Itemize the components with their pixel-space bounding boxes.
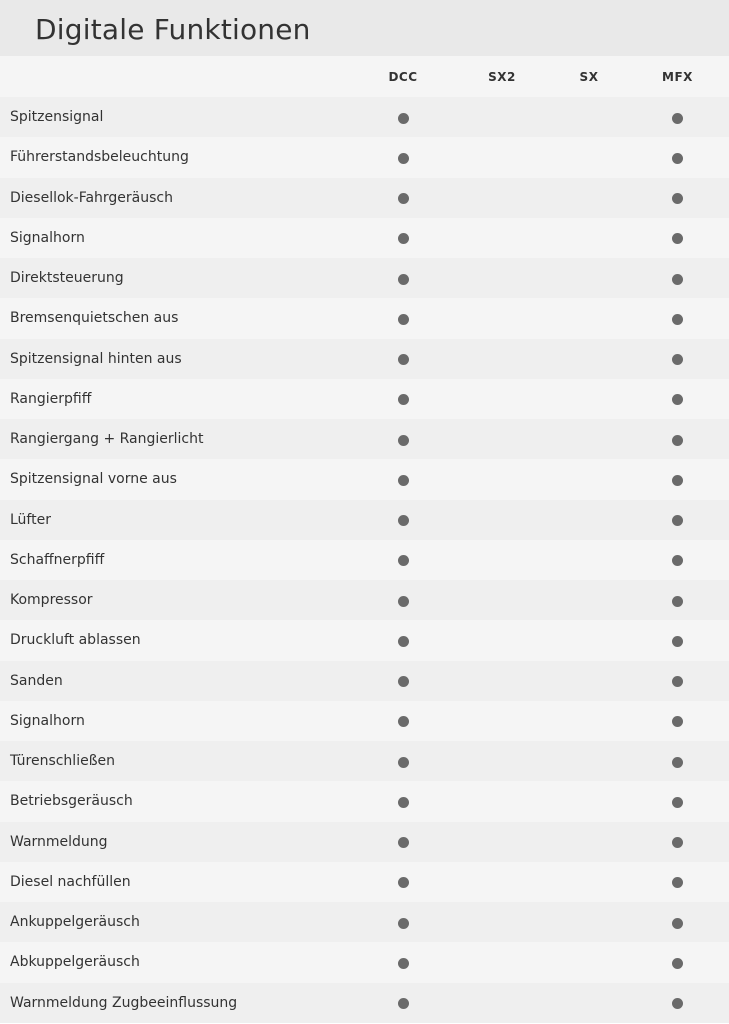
cell-sx2 [452, 862, 552, 902]
table-row [0, 419, 729, 459]
cell-sx2 [452, 942, 552, 982]
cell-sx [552, 781, 626, 821]
filled-circle-icon [398, 998, 409, 1009]
cell-sx [552, 540, 626, 580]
cell-mfx [626, 580, 729, 620]
filled-circle-icon [672, 596, 683, 607]
cell-sx2 [452, 620, 552, 660]
cell-dcc [354, 379, 452, 419]
filled-circle-icon [672, 555, 683, 566]
function-name: Spitzensignal [10, 109, 104, 126]
filled-circle-icon [672, 233, 683, 244]
cell-sx [552, 178, 626, 218]
cell-dcc [354, 781, 452, 821]
filled-circle-icon [398, 153, 409, 164]
cell-mfx [626, 137, 729, 177]
table-row [0, 983, 729, 1023]
filled-circle-icon [398, 515, 409, 526]
table-row [0, 258, 729, 298]
header-mfx: MFX [662, 69, 693, 84]
cell-sx [552, 620, 626, 660]
cell-sx [552, 339, 626, 379]
cell-dcc [354, 862, 452, 902]
function-name: Druckluft ablassen [10, 632, 141, 649]
function-name: Signalhorn [10, 229, 85, 246]
filled-circle-icon [672, 153, 683, 164]
filled-circle-icon [672, 837, 683, 848]
function-name: Abkuppelgeräusch [10, 954, 140, 971]
cell-sx [552, 379, 626, 419]
filled-circle-icon [672, 113, 683, 124]
filled-circle-icon [398, 596, 409, 607]
cell-dcc [354, 540, 452, 580]
function-name: Rangiergang + Rangierlicht [10, 431, 204, 448]
cell-mfx [626, 540, 729, 580]
header-function-name [0, 56, 354, 97]
function-name: Diesellok-Fahrgeräusch [10, 189, 173, 206]
cell-dcc [354, 942, 452, 982]
filled-circle-icon [398, 555, 409, 566]
cell-dcc [354, 500, 452, 540]
cell-sx2 [452, 97, 552, 137]
cell-dcc [354, 339, 452, 379]
cell-sx2 [452, 298, 552, 338]
cell-mfx [626, 500, 729, 540]
cell-dcc [354, 218, 452, 258]
digital-functions-table [0, 56, 729, 1023]
header-sx2: SX2 [488, 69, 516, 84]
cell-dcc [354, 137, 452, 177]
function-name: Spitzensignal hinten aus [10, 350, 182, 367]
cell-mfx [626, 97, 729, 137]
function-name: Türenschließen [10, 753, 115, 770]
table-row [0, 620, 729, 660]
filled-circle-icon [672, 998, 683, 1009]
cell-sx2 [452, 339, 552, 379]
cell-sx [552, 419, 626, 459]
filled-circle-icon [672, 193, 683, 204]
cell-sx2 [452, 661, 552, 701]
function-name: Warnmeldung [10, 833, 108, 850]
cell-mfx [626, 178, 729, 218]
filled-circle-icon [398, 274, 409, 285]
cell-mfx [626, 339, 729, 379]
filled-circle-icon [672, 314, 683, 325]
cell-dcc [354, 741, 452, 781]
filled-circle-icon [398, 918, 409, 929]
function-name: Signalhorn [10, 712, 85, 729]
cell-sx2 [452, 822, 552, 862]
filled-circle-icon [398, 837, 409, 848]
cell-sx [552, 298, 626, 338]
function-name: Führerstandsbeleuchtung [10, 149, 189, 166]
cell-sx2 [452, 379, 552, 419]
filled-circle-icon [672, 716, 683, 727]
cell-mfx [626, 942, 729, 982]
filled-circle-icon [398, 113, 409, 124]
cell-sx [552, 137, 626, 177]
table-row [0, 741, 729, 781]
filled-circle-icon [398, 757, 409, 768]
cell-dcc [354, 419, 452, 459]
filled-circle-icon [398, 314, 409, 325]
filled-circle-icon [672, 394, 683, 405]
table-row [0, 822, 729, 862]
filled-circle-icon [672, 274, 683, 285]
cell-sx2 [452, 218, 552, 258]
filled-circle-icon [398, 958, 409, 969]
filled-circle-icon [672, 354, 683, 365]
cell-sx [552, 741, 626, 781]
cell-sx2 [452, 781, 552, 821]
cell-dcc [354, 459, 452, 499]
table-row [0, 97, 729, 137]
cell-sx [552, 822, 626, 862]
function-name: Diesel nachfüllen [10, 873, 131, 890]
cell-sx2 [452, 983, 552, 1023]
cell-mfx [626, 701, 729, 741]
filled-circle-icon [672, 676, 683, 687]
table-row [0, 500, 729, 540]
cell-sx2 [452, 540, 552, 580]
function-name: Ankuppelgeräusch [10, 914, 140, 931]
cell-sx2 [452, 580, 552, 620]
filled-circle-icon [398, 797, 409, 808]
cell-dcc [354, 97, 452, 137]
cell-sx [552, 661, 626, 701]
table-header [0, 56, 729, 97]
table-row [0, 942, 729, 982]
function-name: Spitzensignal vorne aus [10, 471, 177, 488]
cell-sx [552, 942, 626, 982]
cell-mfx [626, 459, 729, 499]
cell-mfx [626, 862, 729, 902]
function-name: Schaffnerpfiff [10, 551, 105, 568]
cell-mfx [626, 258, 729, 298]
table-row [0, 902, 729, 942]
filled-circle-icon [398, 233, 409, 244]
cell-sx [552, 218, 626, 258]
filled-circle-icon [672, 797, 683, 808]
table-row [0, 701, 729, 741]
cell-mfx [626, 218, 729, 258]
function-name: Betriebsgeräusch [10, 793, 133, 810]
table-body [0, 97, 729, 1023]
function-name: Warnmeldung Zugbeeinflussung [10, 994, 238, 1011]
cell-sx2 [452, 902, 552, 942]
table-row [0, 862, 729, 902]
cell-dcc [354, 580, 452, 620]
cell-sx [552, 459, 626, 499]
cell-sx2 [452, 258, 552, 298]
filled-circle-icon [672, 435, 683, 446]
cell-dcc [354, 298, 452, 338]
filled-circle-icon [398, 354, 409, 365]
cell-mfx [626, 419, 729, 459]
table-row [0, 379, 729, 419]
table-row [0, 781, 729, 821]
cell-mfx [626, 741, 729, 781]
cell-sx [552, 258, 626, 298]
filled-circle-icon [398, 636, 409, 647]
table-row [0, 339, 729, 379]
section-header [0, 0, 729, 56]
filled-circle-icon [398, 676, 409, 687]
cell-sx [552, 580, 626, 620]
cell-sx [552, 983, 626, 1023]
cell-sx2 [452, 500, 552, 540]
cell-dcc [354, 902, 452, 942]
cell-sx2 [452, 178, 552, 218]
cell-dcc [354, 178, 452, 218]
cell-dcc [354, 661, 452, 701]
cell-sx2 [452, 137, 552, 177]
filled-circle-icon [398, 877, 409, 888]
section-title: Digitale Funktionen [35, 13, 311, 46]
function-name: Lüfter [10, 511, 51, 528]
filled-circle-icon [398, 435, 409, 446]
cell-mfx [626, 902, 729, 942]
function-name: Kompressor [10, 592, 93, 609]
cell-sx2 [452, 459, 552, 499]
cell-dcc [354, 620, 452, 660]
table-row [0, 298, 729, 338]
cell-dcc [354, 822, 452, 862]
cell-sx2 [452, 741, 552, 781]
filled-circle-icon [672, 918, 683, 929]
filled-circle-icon [672, 958, 683, 969]
table-row [0, 459, 729, 499]
header-row [0, 56, 729, 97]
cell-mfx [626, 379, 729, 419]
cell-mfx [626, 661, 729, 701]
function-name: Direktsteuerung [10, 270, 124, 287]
filled-circle-icon [398, 716, 409, 727]
filled-circle-icon [672, 757, 683, 768]
filled-circle-icon [672, 515, 683, 526]
table-row [0, 580, 729, 620]
function-name: Rangierpfiff [10, 390, 92, 407]
table-row [0, 218, 729, 258]
filled-circle-icon [398, 475, 409, 486]
function-name: Sanden [10, 672, 63, 689]
table-row [0, 178, 729, 218]
filled-circle-icon [672, 877, 683, 888]
cell-sx [552, 500, 626, 540]
cell-mfx [626, 298, 729, 338]
cell-sx [552, 97, 626, 137]
cell-dcc [354, 701, 452, 741]
cell-sx2 [452, 419, 552, 459]
cell-mfx [626, 983, 729, 1023]
function-name: Bremsenquietschen aus [10, 310, 179, 327]
filled-circle-icon [672, 475, 683, 486]
cell-sx [552, 701, 626, 741]
cell-mfx [626, 620, 729, 660]
cell-dcc [354, 983, 452, 1023]
filled-circle-icon [672, 636, 683, 647]
filled-circle-icon [398, 394, 409, 405]
cell-sx [552, 902, 626, 942]
cell-dcc [354, 258, 452, 298]
cell-sx2 [452, 701, 552, 741]
table-row [0, 540, 729, 580]
cell-mfx [626, 781, 729, 821]
table-row [0, 661, 729, 701]
filled-circle-icon [398, 193, 409, 204]
cell-sx [552, 862, 626, 902]
header-dcc: DCC [388, 69, 418, 84]
cell-mfx [626, 822, 729, 862]
header-sx: SX [579, 69, 599, 84]
table-row [0, 137, 729, 177]
